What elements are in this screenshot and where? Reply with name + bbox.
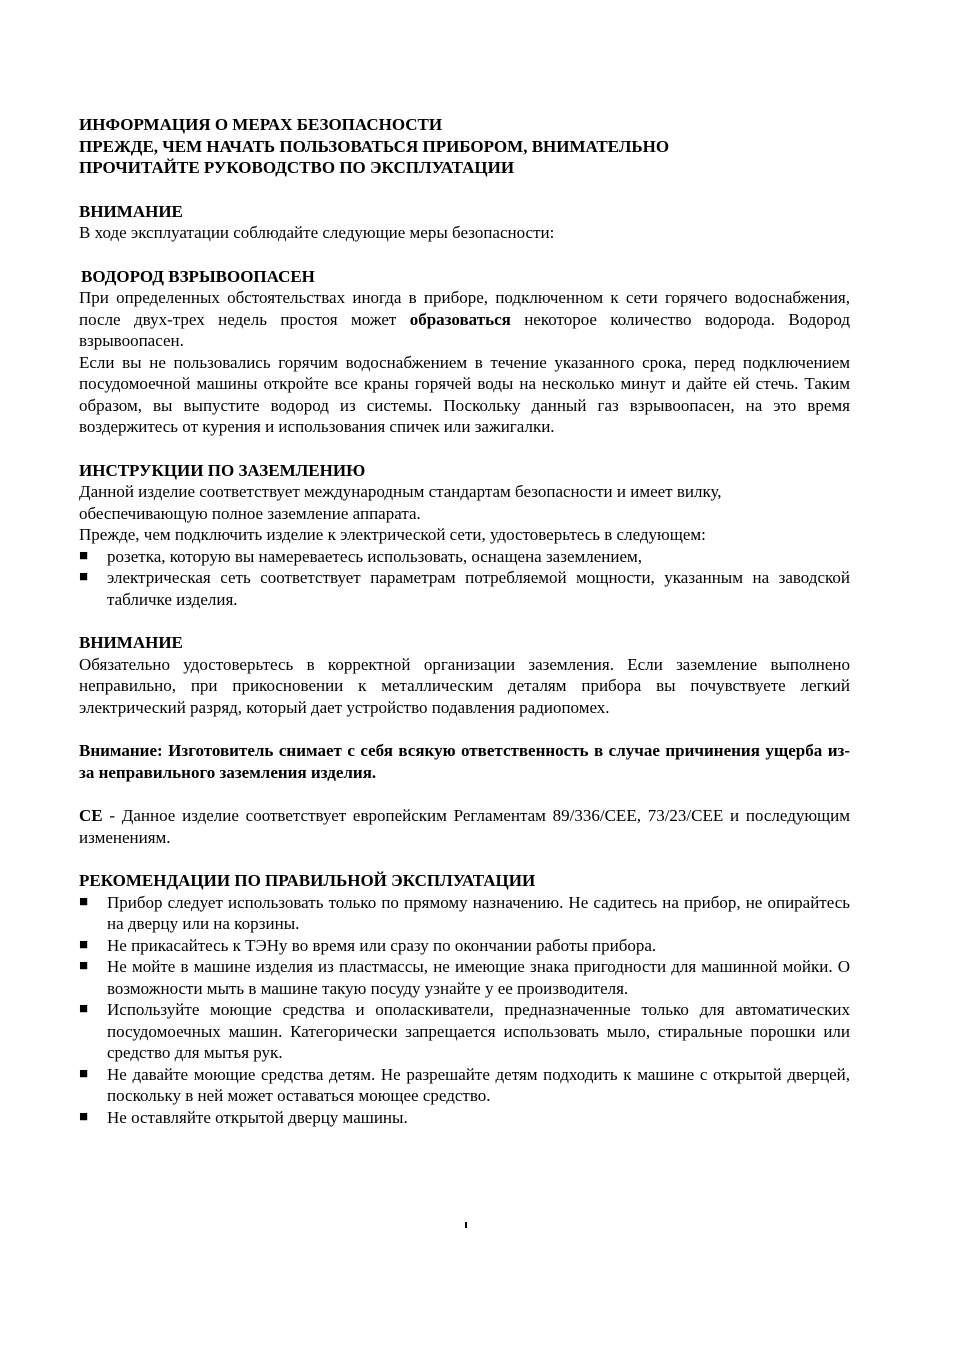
grounding-section [79, 460, 850, 611]
bullet-square-icon: ■ [79, 547, 89, 564]
grounding-list [79, 546, 850, 611]
list-item-text: Используйте моющие средства и ополаскиватели, предназначенные только для автоматических посудомоечных машин. Категорически запрещается использовать мыло, стиральные порошки или средство для мытья рук. [107, 1000, 850, 1062]
bullet-square-icon: ■ [79, 569, 89, 585]
ce-section [79, 805, 850, 848]
list-item [79, 999, 850, 1064]
list-item-text: Прибор следует использовать только по прямому назначению. Не садитесь на прибор, не опирайтесь на дверцу или на корзины. [107, 892, 850, 933]
recommendations-section [79, 870, 850, 1128]
grounding-paragraph-2: Прежде, чем подключить изделие к электрической сети, удостоверьтесь в следующем: [79, 525, 706, 544]
disclaimer-section [79, 740, 850, 783]
bullet-square-icon: ■ [79, 893, 89, 910]
attention-text-2: Обязательно удостоверьтесь в корректной организации заземления. Если заземление выполнено неправильно, при прикосновении к металлическим деталям прибора вы почувствуете легкий электрический разряд, который дает устройство подавления радиопомех. [79, 654, 850, 717]
list-item-text: Не давайте моющие средства детям. Не разрешайте детям подходить к машине с открытой дверцей, поскольку в ней может оставаться моющее средство. [107, 1064, 850, 1105]
page-mark [465, 1222, 467, 1228]
bullet-square-icon: ■ [79, 936, 89, 953]
list-item-text: Не оставляйте открытой дверцу машины. [107, 1107, 408, 1127]
disclaimer-text: Внимание: Изготовитель снимает с себя всякую ответственность в случае причинения ущерба из-за неправильного заземления изделия. [79, 741, 850, 782]
list-item-text: Не мойте в машине изделия из пластмассы, не имеющие знака пригодности для машинной мойки. О возможности мыть в машине такую посуду узнайте у ее производителя. [107, 957, 850, 998]
list-item [79, 567, 850, 610]
hydrogen-heading: ВОДОРОД ВЗРЫВООПАСЕН [81, 266, 315, 286]
list-item [79, 956, 850, 999]
recommendations-heading: РЕКОМЕНДАЦИИ ПО ПРАВИЛЬНОЙ ЭКСПЛУАТАЦИИ [79, 871, 536, 890]
attention-heading-2: ВНИМАНИЕ [79, 633, 183, 652]
safety-title: ИНФОРМАЦИЯ О МЕРАХ БЕЗОПАСНОСТИ [79, 115, 443, 134]
hydrogen-paragraph-1 [79, 287, 850, 352]
list-item-text: электрическая сеть соответствует параметрам потребляемой мощности, указанным на заводской табличке изделия. [107, 568, 850, 609]
grounding-paragraph-1: Данной изделие соответствует международным стандартам безопасности и имеет вилку, обеспечивающую полное заземление аппарата. [79, 482, 722, 523]
list-item [79, 892, 850, 935]
bullet-square-icon: ■ [79, 1065, 89, 1082]
bullet-square-icon: ■ [79, 1108, 89, 1125]
safety-header [79, 114, 850, 179]
hydrogen-p1-start: При определенных обстоятельствах иногда в приборе, подключенном к сети горячего водоснабжения, после двух-трех недель простоя может [79, 288, 850, 329]
document-page [79, 114, 850, 1150]
ce-text: - Данное изделие соответствует европейским Регламентам 89/336/CEE, 73/23/CEE и последующим изменениям. [79, 806, 850, 847]
list-item [79, 935, 850, 957]
hydrogen-p1-bold: образоваться [409, 309, 511, 329]
attention-section-1 [79, 201, 850, 244]
recommendations-list [79, 892, 850, 1129]
hydrogen-p1-end: некоторое количество водорода. Водород взрывоопасен. [79, 309, 850, 350]
attention-text-1: В ходе эксплуатации соблюдайте следующие меры безопасности: [79, 223, 555, 242]
attention-heading-1: ВНИМАНИЕ [79, 201, 183, 221]
grounding-heading: ИНСТРУКЦИИ ПО ЗАЗЕМЛЕНИЮ [79, 460, 366, 480]
read-manual-line2: ПРОЧИТАЙТЕ РУКОВОДСТВО ПО ЭКСПЛУАТАЦИИ [79, 158, 515, 177]
list-item-text: розетка, которую вы намереваетесь использовать, оснащена заземлением, [107, 546, 643, 566]
list-item-text: Не прикасайтесь к ТЭНу во время или сразу по окончании работы прибора. [107, 935, 657, 955]
list-item [79, 1064, 850, 1107]
list-item [79, 1107, 850, 1129]
ce-paragraph [79, 805, 850, 848]
bullet-square-icon: ■ [79, 958, 89, 974]
hydrogen-section [79, 266, 850, 438]
ce-mark: CE [79, 806, 103, 825]
attention-section-2 [79, 632, 850, 718]
list-item [79, 546, 850, 568]
hydrogen-paragraph-2: Если вы не пользовались горячим водоснабжением в течение указанного срока, перед подключением посудомоечной машины откройте все краны горячей воды на несколько минут и дайте ей стечь. Таким образом, вы выпустите водород из системы. Поскольку данный газ взрывоопасен, на это время воздержитесь от курения и использования спичек или зажигалки. [79, 352, 850, 436]
read-manual-line1: ПРЕЖДЕ, ЧЕМ НАЧАТЬ ПОЛЬЗОВАТЬСЯ ПРИБОРОМ, ВНИМАТЕЛЬНО [79, 136, 670, 156]
bullet-square-icon: ■ [79, 1001, 89, 1017]
